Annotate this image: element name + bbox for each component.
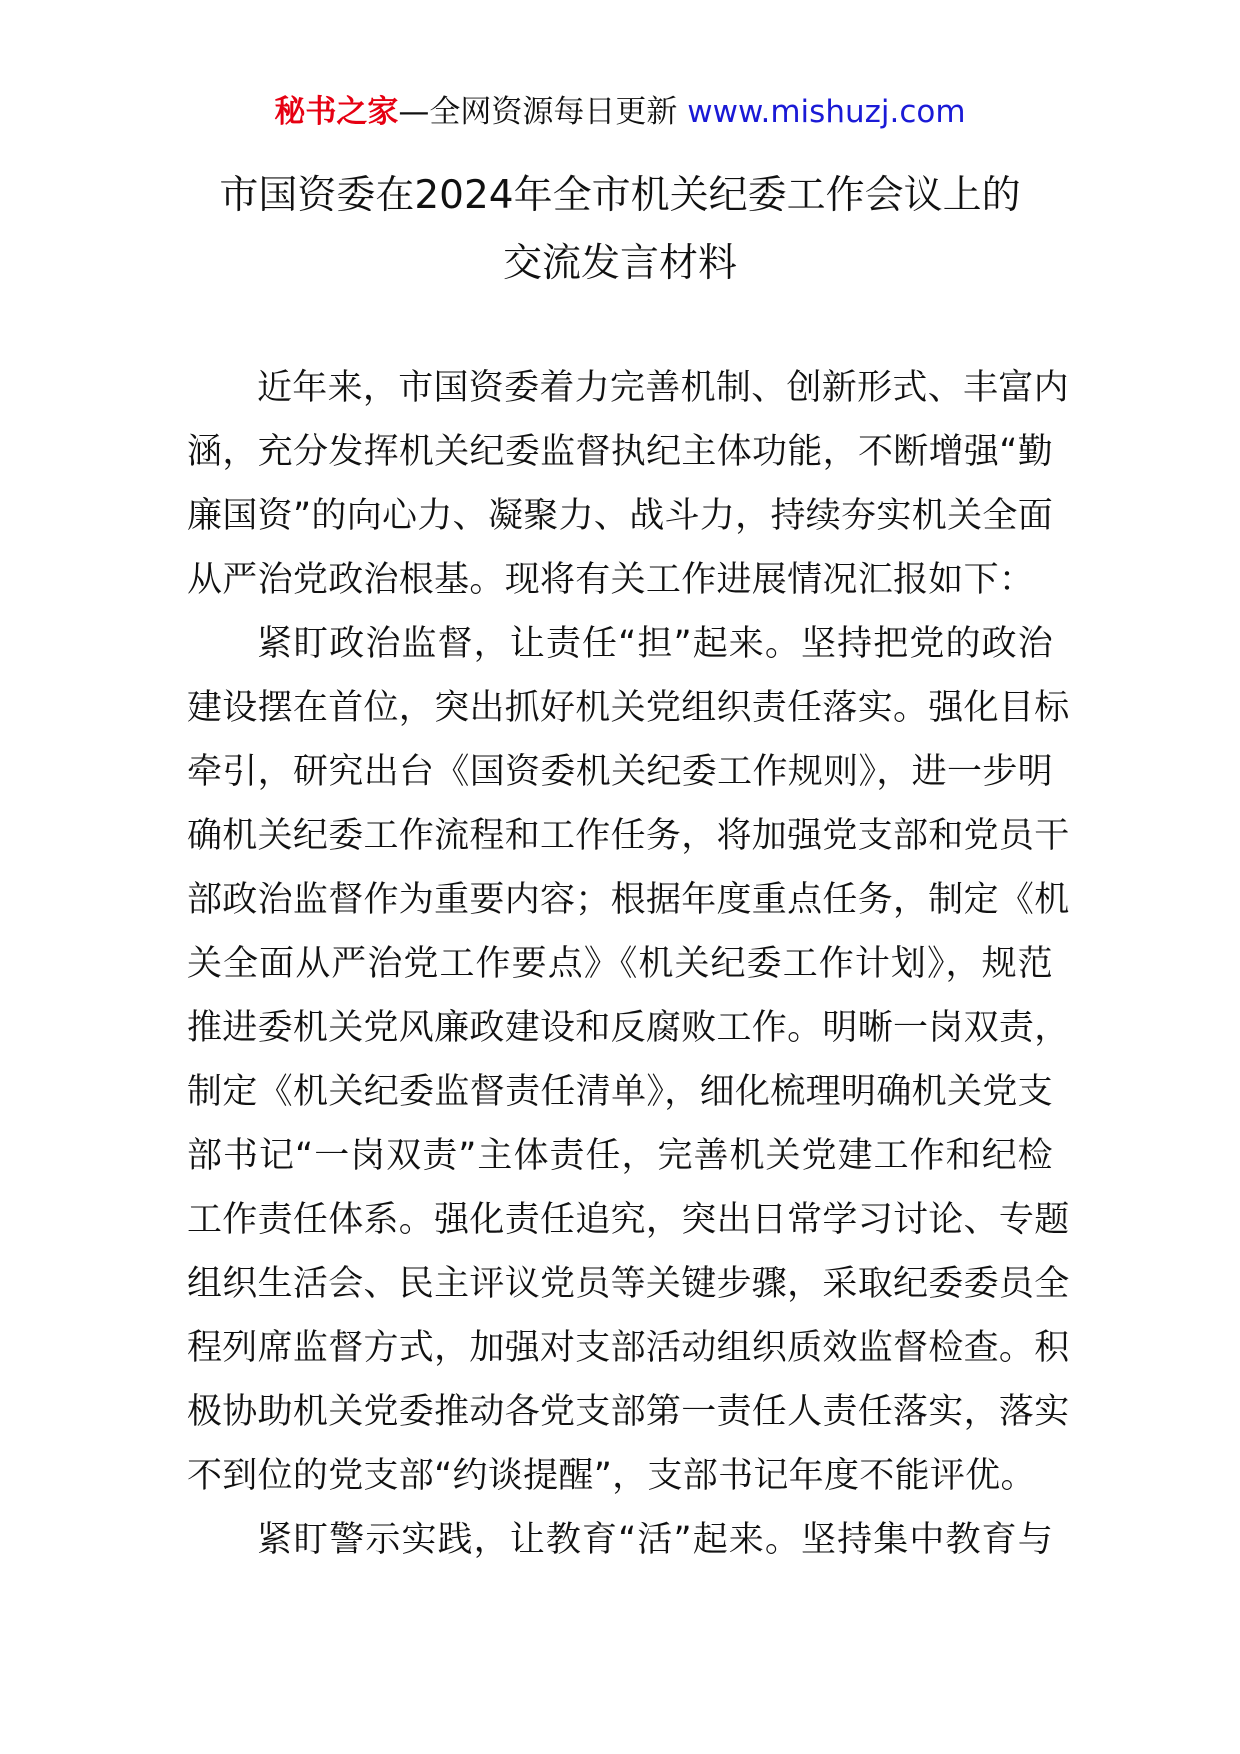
banner-brand: 秘书之家 [274,94,399,130]
paragraph-line: 部政治监督作为重要内容；根据年度重点任务，制定《机 [187,880,1070,920]
paragraph-line: 紧盯政治监督，让责任“担”起来。坚持把党的政治 [257,624,1053,664]
banner-url-link[interactable]: www.mishuzj.com [687,94,966,130]
paragraph-line: 极协助机关党委推动各党支部第一责任人责任落实，落实 [187,1392,1070,1432]
paragraph-line: 部书记“一岗双责”主体责任，完善机关党建工作和纪检 [187,1136,1053,1176]
paragraph-line: 工作责任体系。强化责任追究，突出日常学习讨论、专题 [187,1200,1070,1240]
paragraph-line: 近年来，市国资委着力完善机制、创新形式、丰富内 [257,368,1069,408]
paragraph-line: 组织生活会、民主评议党员等关键步骤，采取纪委委员全 [187,1264,1070,1304]
paragraph-line: 从严治党政治根基。现将有关工作进展情况汇报如下： [187,560,1035,600]
banner-tagline: —全网资源每日更新 [398,94,688,130]
paragraph-line: 涵，充分发挥机关纪委监督执纪主体功能，不断增强“勤 [187,432,1053,472]
paragraph-line: 紧盯警示实践，让教育“活”起来。坚持集中教育与 [257,1520,1053,1560]
title-line-1: 市国资委在2024年全市机关纪委工作会议上的 [219,173,1021,218]
paragraph-line: 程列席监督方式，加强对支部活动组织质效监督检查。积 [187,1328,1070,1368]
paragraph-line: 牵引，研究出台《国资委机关纪委工作规则》，进一步明 [187,752,1053,792]
paragraph-line: 不到位的党支部“约谈提醒”，支部书记年度不能评优。 [187,1456,1036,1496]
paragraph-line: 推进委机关党风廉政建设和反腐败工作。明晰一岗双责， [187,1008,1070,1048]
site-banner [0,92,1240,132]
paragraph-line: 廉国资”的向心力、凝聚力、战斗力，持续夯实机关全面 [187,496,1053,536]
paragraph-line: 制定《机关纪委监督责任清单》，细化梳理明确机关党支 [187,1072,1053,1112]
paragraph-line: 关全面从严治党工作要点》《机关纪委工作计划》，规范 [187,944,1053,984]
document-body [187,356,1070,1572]
document-title [140,162,1100,298]
paragraph-line: 确机关纪委工作流程和工作任务，将加强党支部和党员干 [187,816,1070,856]
title-line-2: 交流发言材料 [502,241,737,286]
paragraph-line: 建设摆在首位，突出抓好机关党组织责任落实。强化目标 [187,688,1070,728]
